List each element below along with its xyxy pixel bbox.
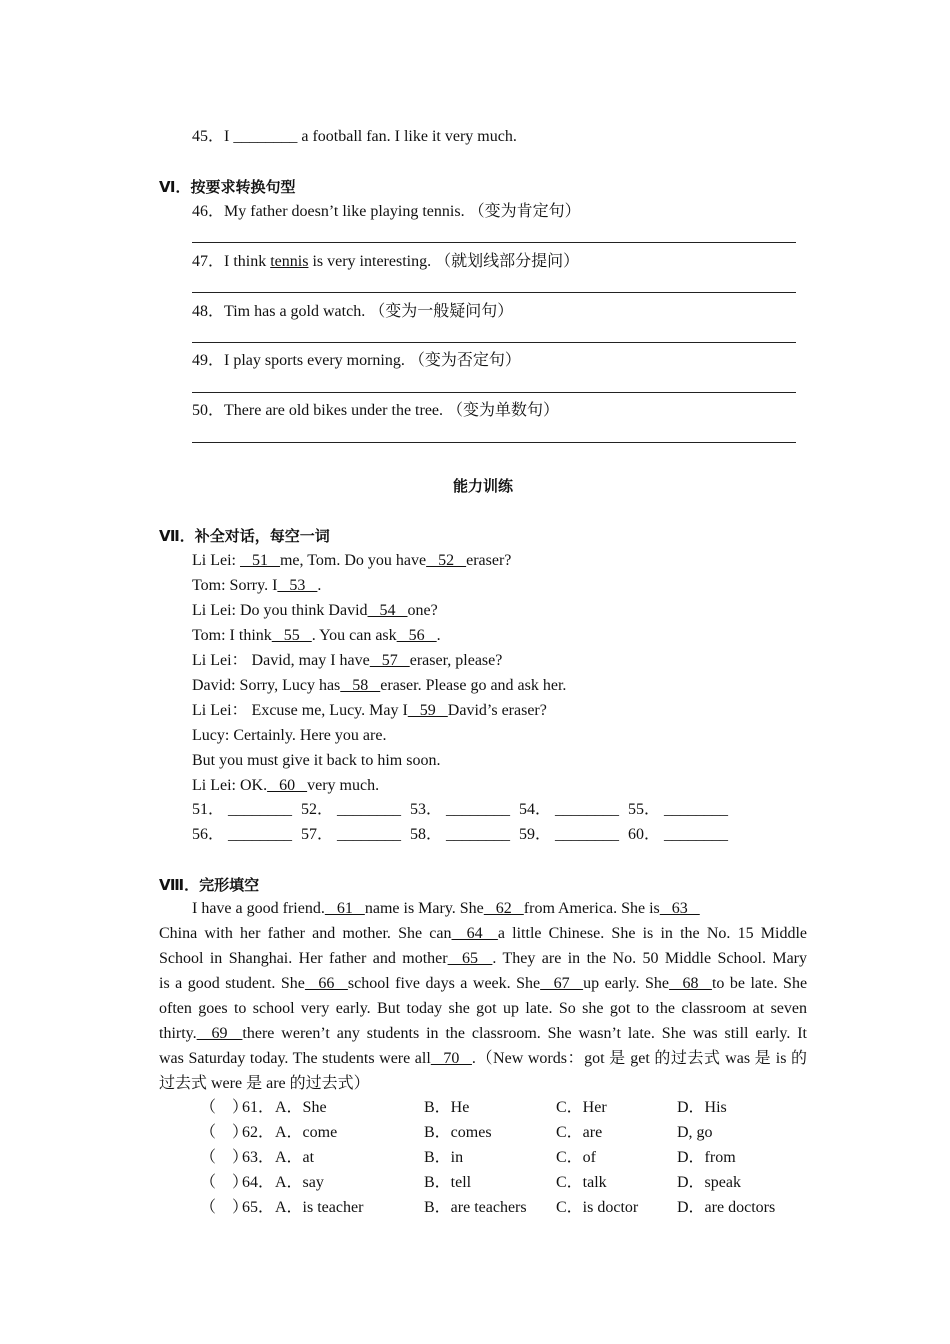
option-d[interactable]: D．from [677, 1149, 736, 1166]
option-c[interactable]: C．is doctor [556, 1199, 639, 1216]
answer-line-48[interactable] [192, 342, 796, 343]
option-a[interactable]: A．come [275, 1124, 338, 1141]
dialogue-line: David: Sorry, Lucy has 58 eraser. Please go and ask her. [192, 677, 567, 694]
question-48: 48．Tim has a gold watch. （变为一般疑问句） [192, 303, 514, 320]
section-6-heading: Ⅵ．按要求转换句型 [159, 178, 296, 196]
question-50: 50．There are old bikes under the tree. （变为单数句） [192, 402, 560, 419]
dialogue-line: Tom: Sorry. I 53 . [192, 577, 322, 594]
dialogue-line: Li Lei： Excuse me, Lucy. May I 59 David’s eraser? [192, 702, 547, 719]
passage-line: thirty. 69 there weren’t any students in the classroom. She wasn’t late. She was still early. It [159, 1025, 807, 1042]
answer-slot[interactable]: 60． ________ [628, 826, 729, 843]
question-number: 62． [242, 1124, 275, 1141]
blank-59[interactable]: 59 [407, 702, 448, 719]
answer-paren[interactable]: （ ） [200, 1199, 249, 1216]
option-b[interactable]: B．tell [424, 1174, 472, 1191]
option-c[interactable]: C．are [556, 1124, 603, 1141]
passage-line: 过去式 were 是 are 的过去式） [159, 1075, 370, 1092]
question-number: 65． [242, 1199, 275, 1216]
dialogue-line: Li Lei： David, may I have 57 eraser, please? [192, 652, 503, 669]
question-46: 46．My father doesn’t like playing tennis. （变为肯定句） [192, 203, 581, 220]
dialogue-line: Li Lei: 51 me, Tom. Do you have 52 eraser? [192, 552, 512, 569]
section-7-heading: Ⅶ．补全对话，每空一词 [159, 527, 330, 545]
question-number: 64． [242, 1174, 275, 1191]
passage-line: often goes to school very early. But today she got up late. So she got to the classroom at seven [159, 1000, 807, 1017]
answer-slot[interactable]: 58． ________ [410, 826, 511, 843]
blank-53[interactable]: 53 [277, 577, 318, 594]
option-b[interactable]: B．in [424, 1149, 464, 1166]
blank-62[interactable]: 62 [483, 900, 524, 917]
blank-68[interactable]: 68 [669, 975, 712, 992]
blank-51[interactable]: 51 [239, 552, 280, 569]
option-a[interactable]: A．She [275, 1099, 327, 1116]
answer-line-49[interactable] [192, 392, 796, 393]
blank-57[interactable]: 57 [369, 652, 410, 669]
blank-61[interactable]: 61 [324, 900, 365, 917]
option-d[interactable]: D．His [677, 1099, 727, 1116]
question-number: 61． [242, 1099, 275, 1116]
answer-slot[interactable]: 57． ________ [301, 826, 402, 843]
answer-slot[interactable]: 51． ________ [192, 801, 293, 818]
question-number: 63． [242, 1149, 275, 1166]
blank-56[interactable]: 56 [396, 627, 437, 644]
answer-paren[interactable]: （ ） [200, 1149, 249, 1166]
blank-67[interactable]: 67 [540, 975, 584, 992]
blank-69[interactable]: 69 [196, 1025, 243, 1042]
question-47: 47．I think tennis is very interesting. （就划线部分提问） [192, 253, 580, 270]
blank-70[interactable]: 70 [430, 1050, 472, 1067]
passage-line: I have a good friend. 61 name is Mary. She 62 from America. She is 63 [192, 900, 700, 917]
section-8-heading: Ⅷ．完形填空 [159, 876, 260, 894]
option-c[interactable]: C．Her [556, 1099, 607, 1116]
answer-slot[interactable]: 52． ________ [301, 801, 402, 818]
passage-line: China with her father and mother. She can 64 a little Chinese. She is in the No. 15 Middle [159, 925, 808, 942]
answer-line-47[interactable] [192, 292, 796, 293]
passage-line: was Saturday today. The students were all 70 .（New words：got 是 get 的过去式 was 是 is 的 [159, 1050, 808, 1067]
answer-slot[interactable]: 54． ________ [519, 801, 620, 818]
dialogue-line: Tom: I think 55 . You can ask 56 . [192, 627, 441, 644]
answer-paren[interactable]: （ ） [200, 1124, 249, 1141]
answer-line-46[interactable] [192, 242, 796, 243]
blank-60[interactable]: 60 [267, 777, 308, 794]
answer-line-50[interactable] [192, 442, 796, 443]
passage-line: is a good student. She 66 school five days a week. She 67 up early. She 68 to be late. She [159, 975, 808, 992]
passage-line: School in Shanghai. Her father and mother 65 . They are in the No. 50 Middle School. Mary [159, 950, 808, 967]
dialogue-line: Lucy: Certainly. Here you are. [192, 727, 387, 744]
blank-58[interactable]: 58 [340, 677, 381, 694]
option-b[interactable]: B．are teachers [424, 1199, 527, 1216]
answer-paren[interactable]: （ ） [200, 1099, 249, 1116]
dialogue-line: But you must give it back to him soon. [192, 752, 441, 769]
option-a[interactable]: A．say [275, 1174, 324, 1191]
fill-blank[interactable]: ________ [233, 128, 298, 145]
blank-65[interactable]: 65 [447, 950, 493, 967]
dialogue-line: Li Lei: OK. 60 very much. [192, 777, 380, 794]
option-d[interactable]: D, go [677, 1124, 713, 1141]
option-c[interactable]: C．talk [556, 1174, 607, 1191]
option-a[interactable]: A．at [275, 1149, 315, 1166]
option-b[interactable]: B．He [424, 1099, 470, 1116]
underlined-word: tennis [270, 253, 309, 270]
question-45: 45．I ________ a football fan. I like it very much. [192, 128, 517, 145]
answer-slot[interactable]: 55． ________ [628, 801, 729, 818]
option-a[interactable]: A．is teacher [275, 1199, 364, 1216]
ability-training-title: 能力训练 [452, 477, 513, 495]
blank-66[interactable]: 66 [304, 975, 348, 992]
blank-55[interactable]: 55 [271, 627, 312, 644]
question-49: 49．I play sports every morning. （变为否定句） [192, 352, 521, 369]
option-d[interactable]: D．speak [677, 1174, 741, 1191]
answer-paren[interactable]: （ ） [200, 1174, 249, 1191]
option-d[interactable]: D．are doctors [677, 1199, 776, 1216]
question-number: 45． [192, 128, 225, 145]
blank-63[interactable]: 63 [659, 900, 700, 917]
dialogue-line: Li Lei: Do you think David 54 one? [192, 602, 438, 619]
option-b[interactable]: B．comes [424, 1124, 492, 1141]
answer-slot[interactable]: 53． ________ [410, 801, 511, 818]
blank-64[interactable]: 64 [451, 925, 498, 942]
answer-slot[interactable]: 59． ________ [519, 826, 620, 843]
blank-54[interactable]: 54 [367, 602, 408, 619]
blank-52[interactable]: 52 [426, 552, 467, 569]
option-c[interactable]: C．of [556, 1149, 597, 1166]
answer-slot[interactable]: 56． ________ [192, 826, 293, 843]
